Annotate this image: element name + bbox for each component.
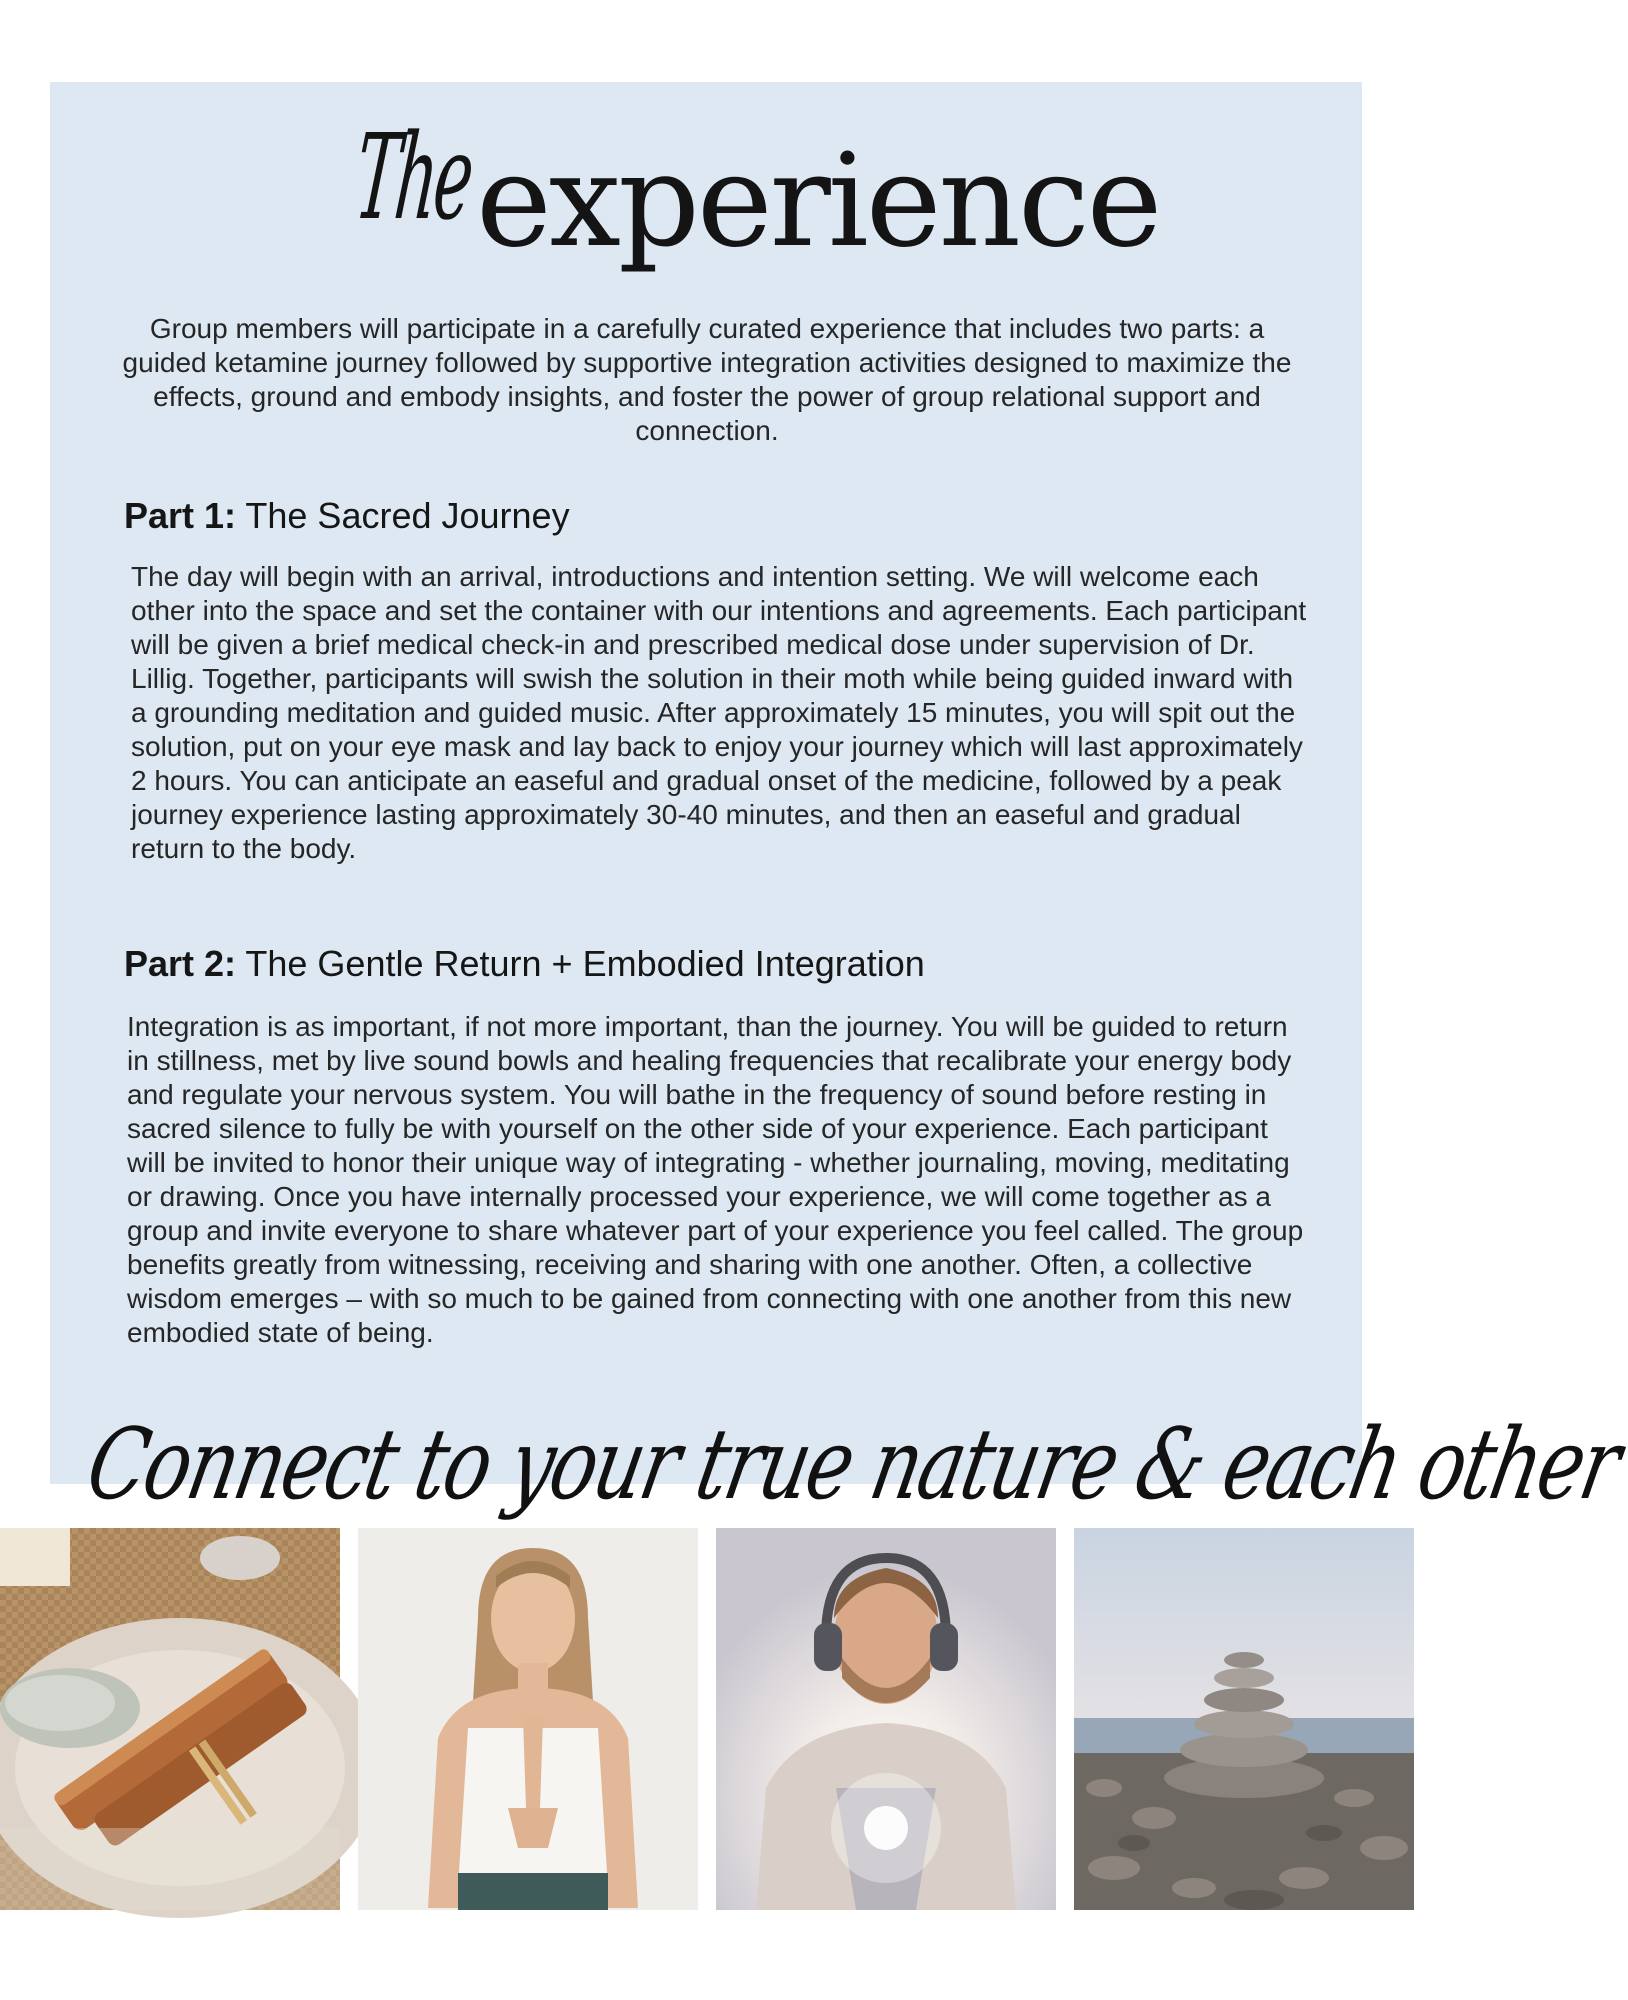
woman-prayer-hands-photo <box>358 1528 698 1910</box>
sage-palo-santo-photo <box>0 1528 340 1910</box>
part2-title: The Gentle Return + Embodied Integration <box>236 943 925 984</box>
part1-label: Part 1: <box>124 495 237 536</box>
part1-title: The Sacred Journey <box>236 495 570 536</box>
part2-heading <box>124 942 925 986</box>
title-script-the: The <box>349 108 477 246</box>
tagline: Connect to your true nature & each other <box>78 1408 1628 1522</box>
photo-strip <box>0 1528 1414 1914</box>
intro-paragraph: Group members will participate in a carefully curated experience that includes two parts: a guided ketamine journey followed by supportive integration activities designed to maximize the effects, ground and embody insights, and foster the power of group relational support and connection. <box>122 313 1292 446</box>
man-headphones-meditating-photo <box>716 1528 1056 1910</box>
stacked-stones-beach-photo <box>1074 1528 1414 1910</box>
part1-heading <box>124 494 570 538</box>
title-experience: experience <box>476 127 1160 276</box>
part2-label: Part 2: <box>124 943 237 984</box>
part1-body: The day will begin with an arrival, introductions and intention setting. We will welcome each other into the space and set the container with our intentions and agreements. Each participant will be given a brief medical check-in and prescribed medical dose under supervision of Dr. Lillig. Together, participants will swish the solution in their moth while being guided inward with a grounding meditation and guided music. After approximately 15 minutes, you will spit out the solution, put on your eye mask and lay back to enjoy your journey which will last approximately 2 hours. You can anticipate an easeful and gradual onset of the medicine, followed by a peak journey experience lasting approximately 30-40 minutes, and then an easeful and gradual return to the body. <box>131 561 1307 864</box>
part2-body: Integration is as important, if not more important, than the journey. You will be guided to return in stillness, met by live sound bowls and healing frequencies that recalibrate your energy body and regulate your nervous system. You will bathe in the frequency of sound before resting in sacred silence to fully be with yourself on the other side of your experience. Each participant will be invited to honor their unique way of integrating - whether journaling, moving, meditating or drawing. Once you have internally processed your experience, we will come together as a group and invite everyone to share whatever part of your experience you feel called. The group benefits greatly from witnessing, receiving and sharing with one another. Often, a collective wisdom emerges – with so much to be gained from connecting with one another from this new embodied state of being. <box>127 1011 1304 1348</box>
page-title <box>0 108 1414 276</box>
